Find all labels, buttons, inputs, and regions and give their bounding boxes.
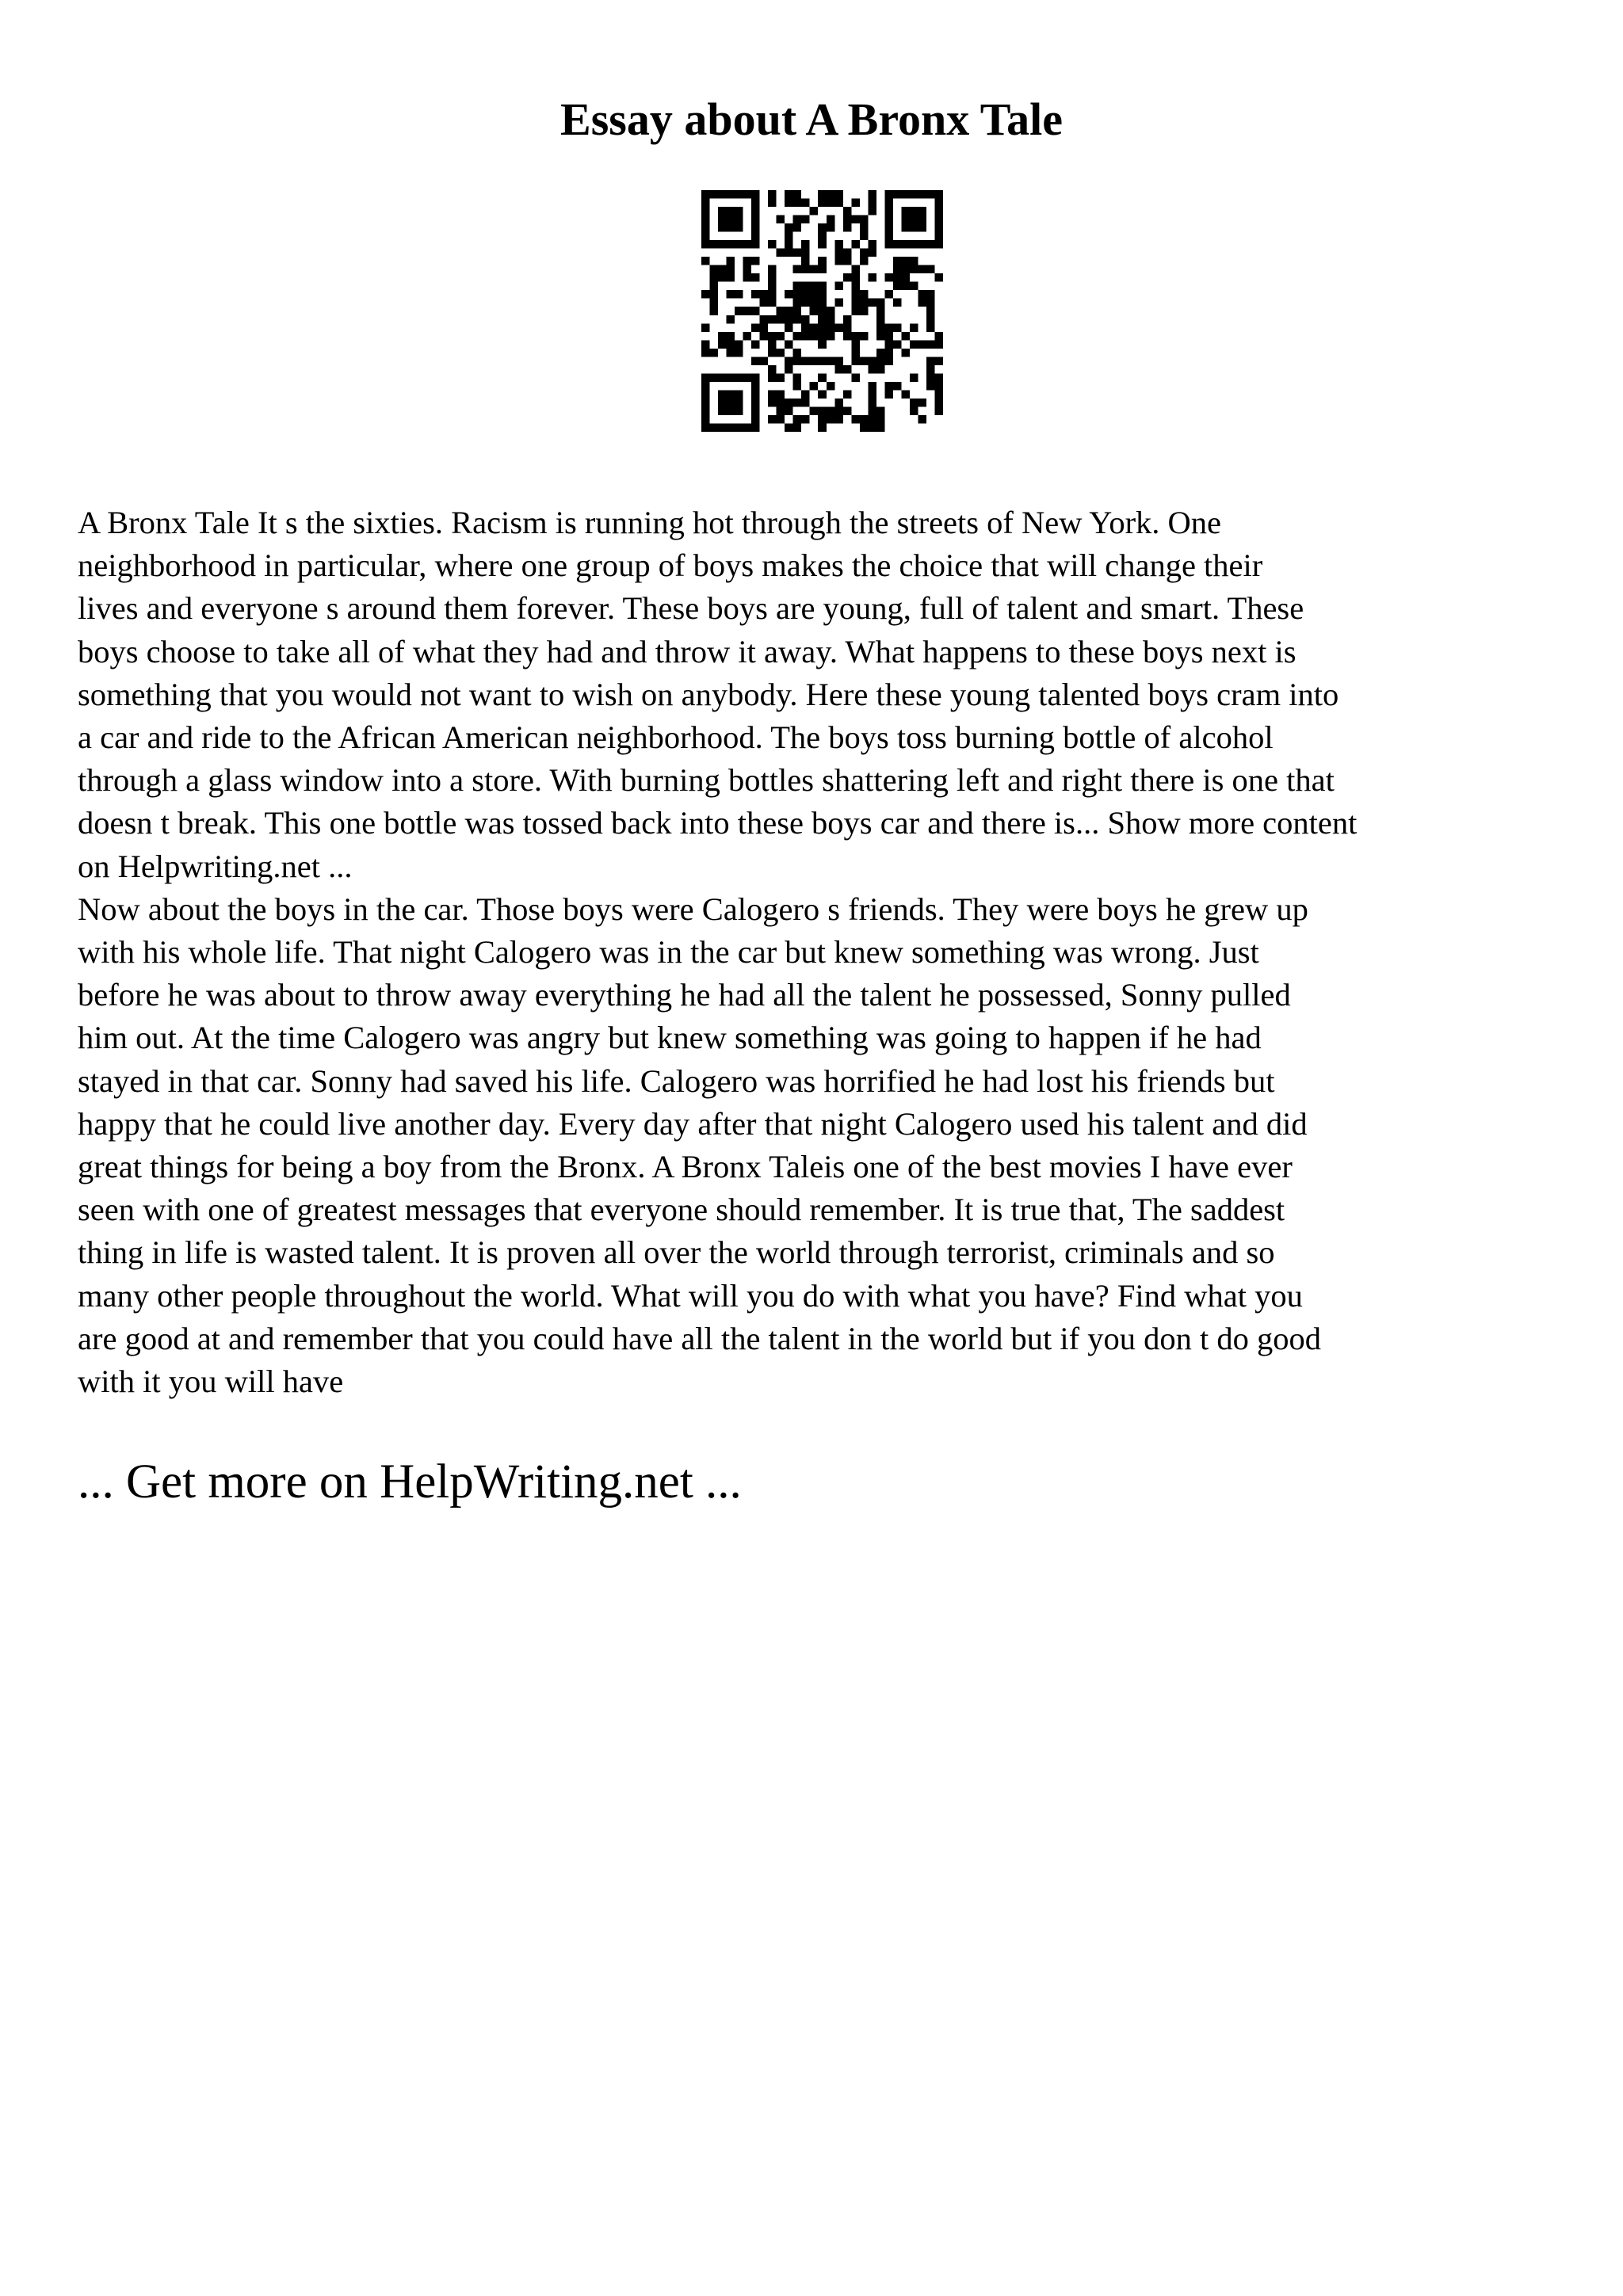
text-line: thing in life is wasted talent. It is proven all over the world through terrorist, criminals and so [78, 1234, 1275, 1271]
text-line: A Bronx Tale It s the sixties. Racism is running hot through the streets of New York. One [78, 505, 1222, 540]
text-line: with his whole life. That night Calogero was in the car but knew something was wrong. Just [78, 934, 1259, 971]
get-more-link[interactable]: ... Get more on HelpWriting.net ... [78, 1455, 742, 1508]
text-line: neighborhood in particular, where one group of boys makes the choice that will change their [78, 547, 1263, 584]
text-line: many other people throughout the world. What will you do with what you have? Find what you [78, 1277, 1303, 1314]
text-line: with it you will have [78, 1363, 344, 1400]
text-line: stayed in that car. Sonny had saved his life. Calogero was horrified he had lost his friends but [78, 1062, 1275, 1099]
qr-code-icon [701, 190, 943, 432]
essay-paragraph-2 [78, 888, 1566, 1403]
text-line: something that you would not want to wish on anybody. Here these young talented boys cram into [78, 676, 1339, 712]
text-line: him out. At the time Calogero was angry but knew something was going to happen if he had [78, 1020, 1262, 1056]
text-line: on Helpwriting.net ... [78, 848, 353, 884]
text-line: lives and everyone s around them forever. These boys are young, full of talent and smart. These [78, 590, 1304, 627]
essay-body [78, 502, 1566, 1403]
text-line: through a glass window into a store. With burning bottles shattering left and right there is one that [78, 762, 1335, 799]
text-line: great things for being a boy from the Bronx. A Bronx Taleis one of the best movies I have ever [78, 1149, 1293, 1185]
text-line: before he was about to throw away everything he had all the talent he possessed, Sonny pulled [78, 977, 1291, 1013]
essay-paragraph-1 [78, 502, 1566, 888]
text-line: a car and ride to the African American neighborhood. The boys toss burning bottle of alcohol [78, 719, 1274, 756]
text-line: are good at and remember that you could have all the talent in the world but if you don t do good [78, 1320, 1321, 1356]
text-line: seen with one of greatest messages that everyone should remember. It is true that, The saddest [78, 1192, 1285, 1228]
document-title: Essay about A Bronx Tale [560, 93, 1063, 145]
text-line: happy that he could live another day. Every day after that night Calogero used his talent and did [78, 1105, 1308, 1142]
text-line: boys choose to take all of what they had and throw it away. What happens to these boys next is [78, 633, 1296, 669]
text-line: doesn t break. This one bottle was tossed back into these boys car and there is... Show more content [78, 805, 1358, 841]
text-line: Now about the boys in the car. Those boys were Calogero s friends. They were boys he grew up [78, 891, 1308, 927]
